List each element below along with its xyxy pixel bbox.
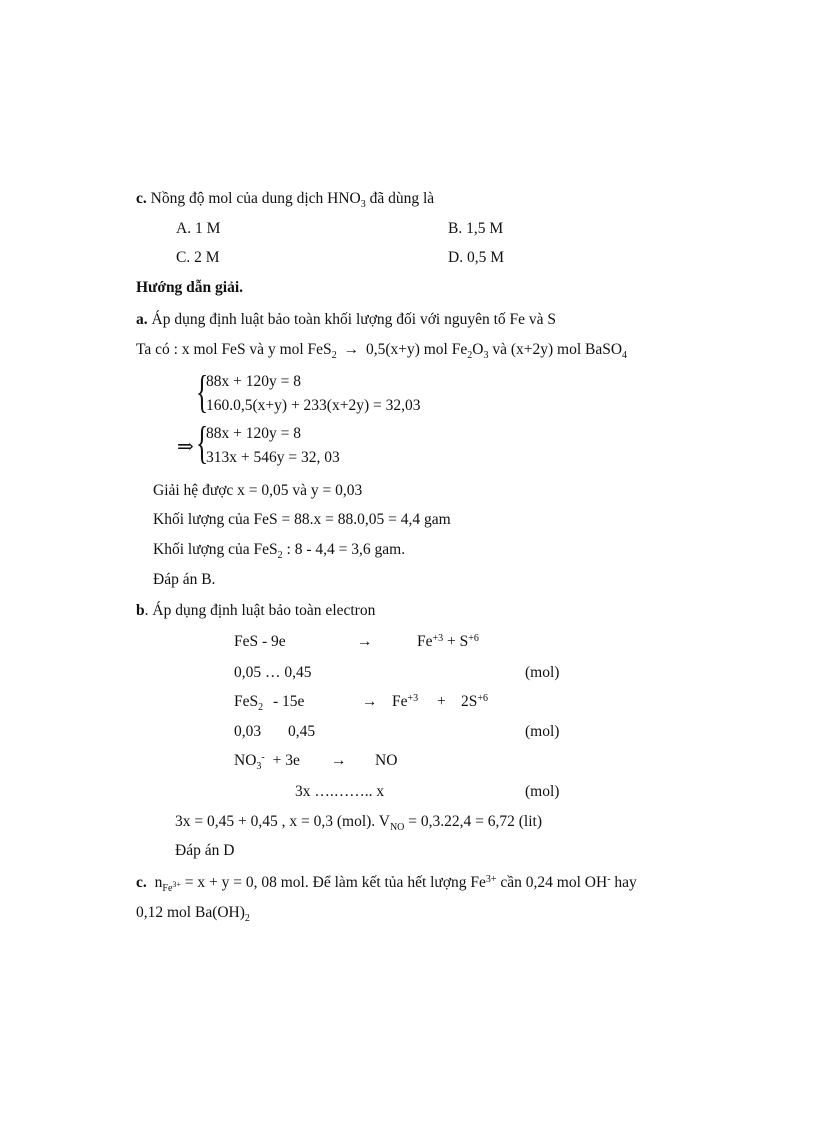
mass-fes2-line: Khối lượng của FeS$_2$ : 8 - 4,4 = 3,6 gam. xyxy=(153,541,406,561)
answer-b: Đáp án D xyxy=(175,842,235,859)
answer-a: Đáp án B. xyxy=(153,571,216,588)
reaction3-left: $NO_3^- + 3e$ xyxy=(234,752,300,772)
reaction3-unit: (mol) xyxy=(525,783,560,800)
part-b-title: b. Áp dụng định luật bảo toàn electron xyxy=(136,602,376,619)
system1-eq1: 88x + 120y = 8 xyxy=(206,373,301,390)
reaction1-right: $Fe^{+3} + S^{+6}$ xyxy=(417,633,479,650)
solve-line: Giải hệ được x = 0,05 và y = 0,03 xyxy=(153,482,363,499)
mass-fes-line: Khối lượng của FeS = 88.x = 88.0,05 = 4,4 gam xyxy=(153,511,451,528)
reaction3-arrow: → xyxy=(331,752,347,769)
reaction1-values: 0,05 … 0,45 xyxy=(234,664,312,681)
reaction2-left: FeS$_2$ - 15e xyxy=(234,693,305,713)
reaction1-arrow: → xyxy=(357,633,373,650)
reaction1-left: FeS - 9e xyxy=(234,633,286,650)
implies-icon: ⇒ xyxy=(177,436,194,458)
system2-eq1: 88x + 120y = 8 xyxy=(206,425,301,442)
question-c-line: c. Nồng độ mol của dung dịch $HNO_3$ đã dùng là xyxy=(136,190,435,210)
reaction1-unit: (mol) xyxy=(525,664,560,681)
reaction2-value-b: 0,45 xyxy=(288,723,316,740)
reaction2-unit: (mol) xyxy=(525,723,560,740)
reaction3-values: 3x ….…….. x xyxy=(295,783,385,800)
reaction2-fe: $Fe^{+3}$ xyxy=(392,693,419,710)
question-c-label: c. xyxy=(136,190,147,207)
solution-heading: Hướng dẫn giải. xyxy=(136,279,244,296)
part-c-line2: 0,12 mol $Ba(OH)_2$ xyxy=(136,904,250,924)
reaction2-value-a: 0,03 xyxy=(234,723,262,740)
reaction2-s: $2S^{+6}$ xyxy=(461,693,489,710)
option-d: D. 0,5 M xyxy=(448,249,504,266)
reaction2-arrow: → xyxy=(362,693,378,710)
option-b: B. 1,5 M xyxy=(448,220,504,237)
part-b-calc: 3x = 0,45 + 0,45 , x = 0,3 (mol). $V_{NO} = 0,3.22,4 = 6,72$ (lit) xyxy=(175,813,543,833)
reaction3-right: NO xyxy=(375,752,398,769)
option-a: A. 1 M xyxy=(176,220,221,237)
part-c-line1: c. $n_{Fe^{3+}} = x + y = 0$, 08 mol. Để làm kết tủa hết lượng $Fe^{3+}$ cần 0,24 mol OH- hay xyxy=(136,874,637,894)
reaction2-plus: + xyxy=(437,693,446,710)
brace-system-2: { xyxy=(196,417,209,468)
part-a-title: a. Áp dụng định luật bảo toàn khối lượng đối với nguyên tố Fe và S xyxy=(136,311,557,328)
brace-system-1: { xyxy=(196,366,209,417)
option-c: C. 2 M xyxy=(176,249,220,266)
system1-eq2: 160.0,5(x+y) + 233(x+2y) = 32,03 xyxy=(206,397,421,414)
part-a-intro: Ta có : x mol FeS và y mol FeS$_2$ → 0,5(x+y) mol $Fe_2O_3$ và (x+2y) mol BaSO$_4$ xyxy=(136,341,628,361)
system2-eq2: 313x + 546y = 32, 03 xyxy=(206,449,340,466)
